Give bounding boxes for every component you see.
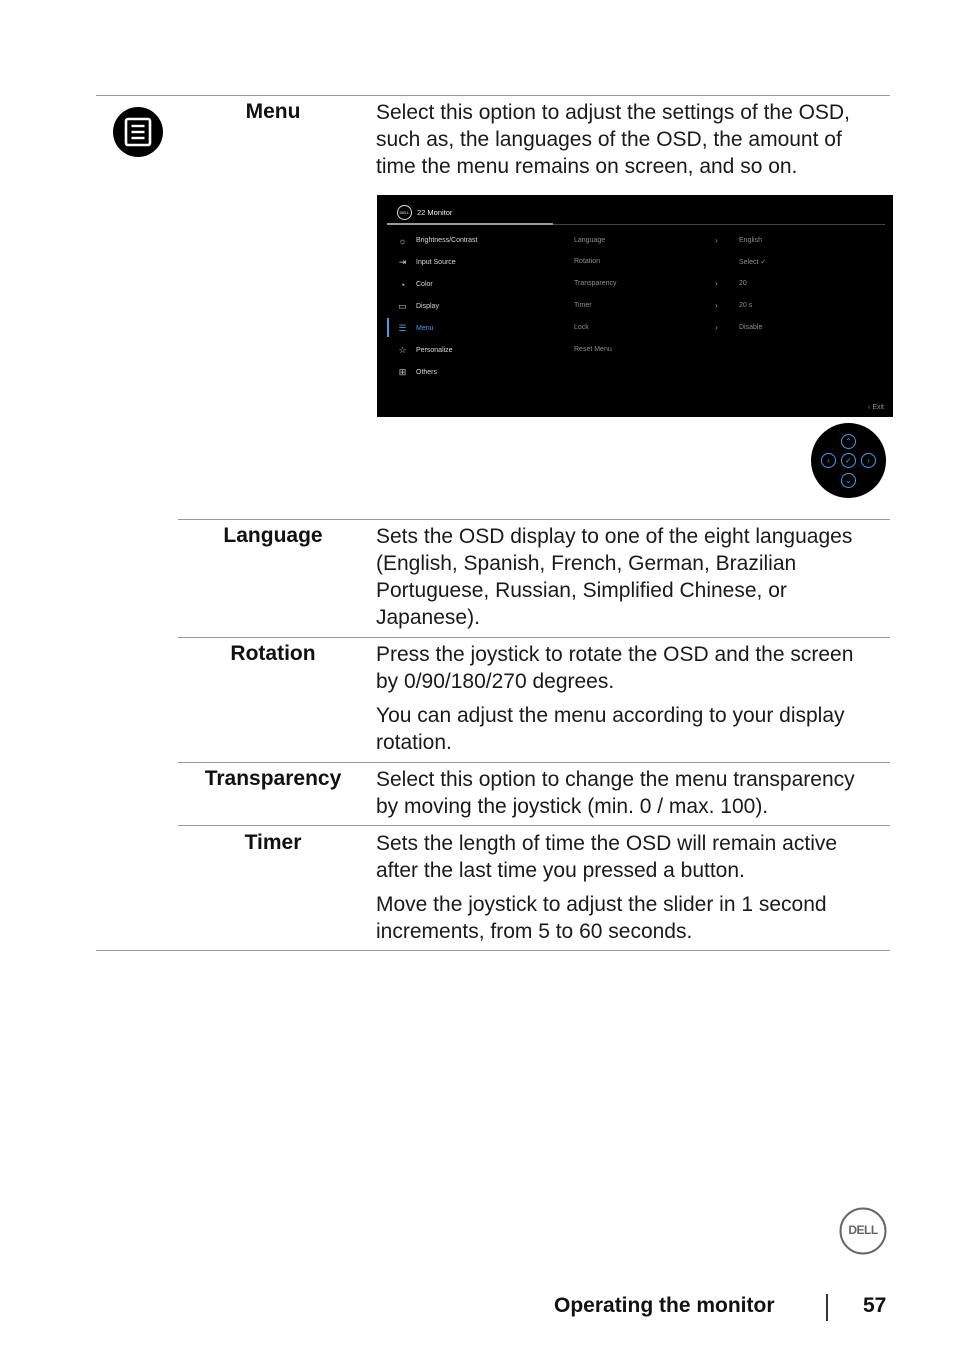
- osd-item-label: Menu: [416, 325, 434, 332]
- osd-header: [397, 205, 452, 220]
- joystick-icon: [811, 423, 886, 498]
- osd-sub-language[interactable]: Language: [574, 237, 606, 244]
- osd-sub-rotation[interactable]: Rotation: [574, 258, 601, 265]
- osd-val-lock: Disable: [739, 324, 763, 331]
- desc-menu: Select this option to adjust the settings of the OSD, such as, the languages of the OSD, the amount of time the menu remains on screen, and so on.: [376, 101, 850, 178]
- menu-icon: ☰: [398, 323, 407, 333]
- osd-sub-transparency[interactable]: Transparency: [574, 280, 617, 287]
- osd-item-brightness[interactable]: [397, 235, 477, 246]
- dell-logo-icon: [839, 1207, 887, 1255]
- osd-selection-bar: [387, 318, 389, 337]
- input-source-icon: ⇥: [398, 257, 407, 267]
- chevron-left-icon: ‹: [868, 404, 871, 411]
- osd-item-display[interactable]: [397, 301, 439, 312]
- joystick-down-icon: ⌄: [841, 473, 856, 488]
- osd-val-transparency: 20: [739, 280, 747, 287]
- display-icon: ▭: [398, 301, 407, 311]
- chevron-right-icon: ›: [715, 323, 718, 332]
- term-rotation: Rotation: [230, 642, 316, 665]
- osd-item-label: Brightness/Contrast: [416, 237, 478, 244]
- osd-exit[interactable]: [868, 404, 884, 411]
- osd-item-input-source[interactable]: [397, 257, 456, 268]
- term-transparency: Transparency: [204, 767, 342, 790]
- dell-logo-icon: DELL: [397, 205, 412, 220]
- desc-timer: [376, 830, 876, 952]
- osd-val-rotation: Select ✓: [739, 259, 767, 266]
- term-menu: Menu: [245, 100, 301, 123]
- brightness-icon: ☼: [398, 235, 407, 246]
- page-number: 57: [863, 1294, 887, 1317]
- row-rule: [178, 637, 890, 638]
- osd-sub-lock[interactable]: Lock: [574, 324, 589, 331]
- osd-item-others[interactable]: [397, 367, 437, 378]
- joystick-up-icon: ⌃: [841, 434, 856, 449]
- osd-item-label: Personalize: [416, 347, 453, 354]
- osd-item-label: Color: [416, 281, 433, 288]
- joystick-left-icon: ‹: [821, 453, 836, 468]
- osd-divider-highlight: [387, 223, 553, 225]
- osd-sub-timer[interactable]: Timer: [574, 302, 592, 309]
- osd-sub-reset-menu[interactable]: Reset Menu: [574, 346, 612, 353]
- osd-item-label: Display: [416, 303, 439, 310]
- dell-logo-text: DELL: [848, 1223, 878, 1237]
- chevron-right-icon: ›: [715, 279, 718, 288]
- osd-val-language: English: [739, 237, 762, 244]
- desc-rotation: [376, 641, 876, 763]
- osd-item-label: Others: [416, 369, 438, 376]
- osd-screenshot: [377, 195, 893, 417]
- osd-val-timer: 20 s: [739, 302, 753, 309]
- osd-item-menu[interactable]: [397, 323, 434, 334]
- chevron-right-icon: ›: [715, 236, 718, 245]
- menu-icon: [113, 107, 163, 157]
- desc-rotation-p1: Press the joystick to rotate the OSD and the screen by 0/90/180/270 degrees.: [376, 643, 854, 693]
- table-top-rule: [96, 95, 890, 96]
- footer-section-title: Operating the monitor: [554, 1294, 775, 1317]
- osd-item-label: Input Source: [416, 259, 456, 266]
- row-rule: [178, 762, 890, 763]
- desc-language: Sets the OSD display to one of the eight languages (English, Spanish, French, German, Brazilian Portuguese, Russian, Simplified Chinese, or Japanese).: [376, 525, 853, 629]
- joystick-right-icon: ›: [861, 453, 876, 468]
- joystick-center-icon: ✓: [841, 453, 856, 468]
- term-timer: Timer: [244, 831, 302, 854]
- chevron-right-icon: ›: [715, 301, 718, 310]
- term-language: Language: [223, 524, 323, 547]
- color-icon: ◔: [399, 279, 406, 290]
- desc-rotation-p2: You can adjust the menu according to your display rotation.: [376, 704, 845, 754]
- osd-title: 22 Monitor: [417, 208, 453, 217]
- desc-transparency: Select this option to change the menu transparency by moving the joystick (min. 0 / max. 100).: [376, 768, 855, 818]
- others-icon: ⊞: [398, 367, 407, 377]
- osd-item-personalize[interactable]: [397, 345, 453, 356]
- table-bottom-rule: [96, 950, 890, 951]
- desc-timer-p1: Sets the length of time the OSD will remain active after the last time you pressed a button.: [376, 832, 838, 882]
- row-rule: [178, 519, 890, 520]
- footer-divider: [826, 1294, 828, 1321]
- row-rule: [178, 825, 890, 826]
- osd-exit-label: Exit: [872, 404, 884, 411]
- star-icon: ☆: [398, 345, 407, 355]
- osd-item-color[interactable]: [397, 279, 433, 290]
- desc-timer-p2: Move the joystick to adjust the slider in 1 second increments, from 5 to 60 seconds.: [376, 893, 827, 943]
